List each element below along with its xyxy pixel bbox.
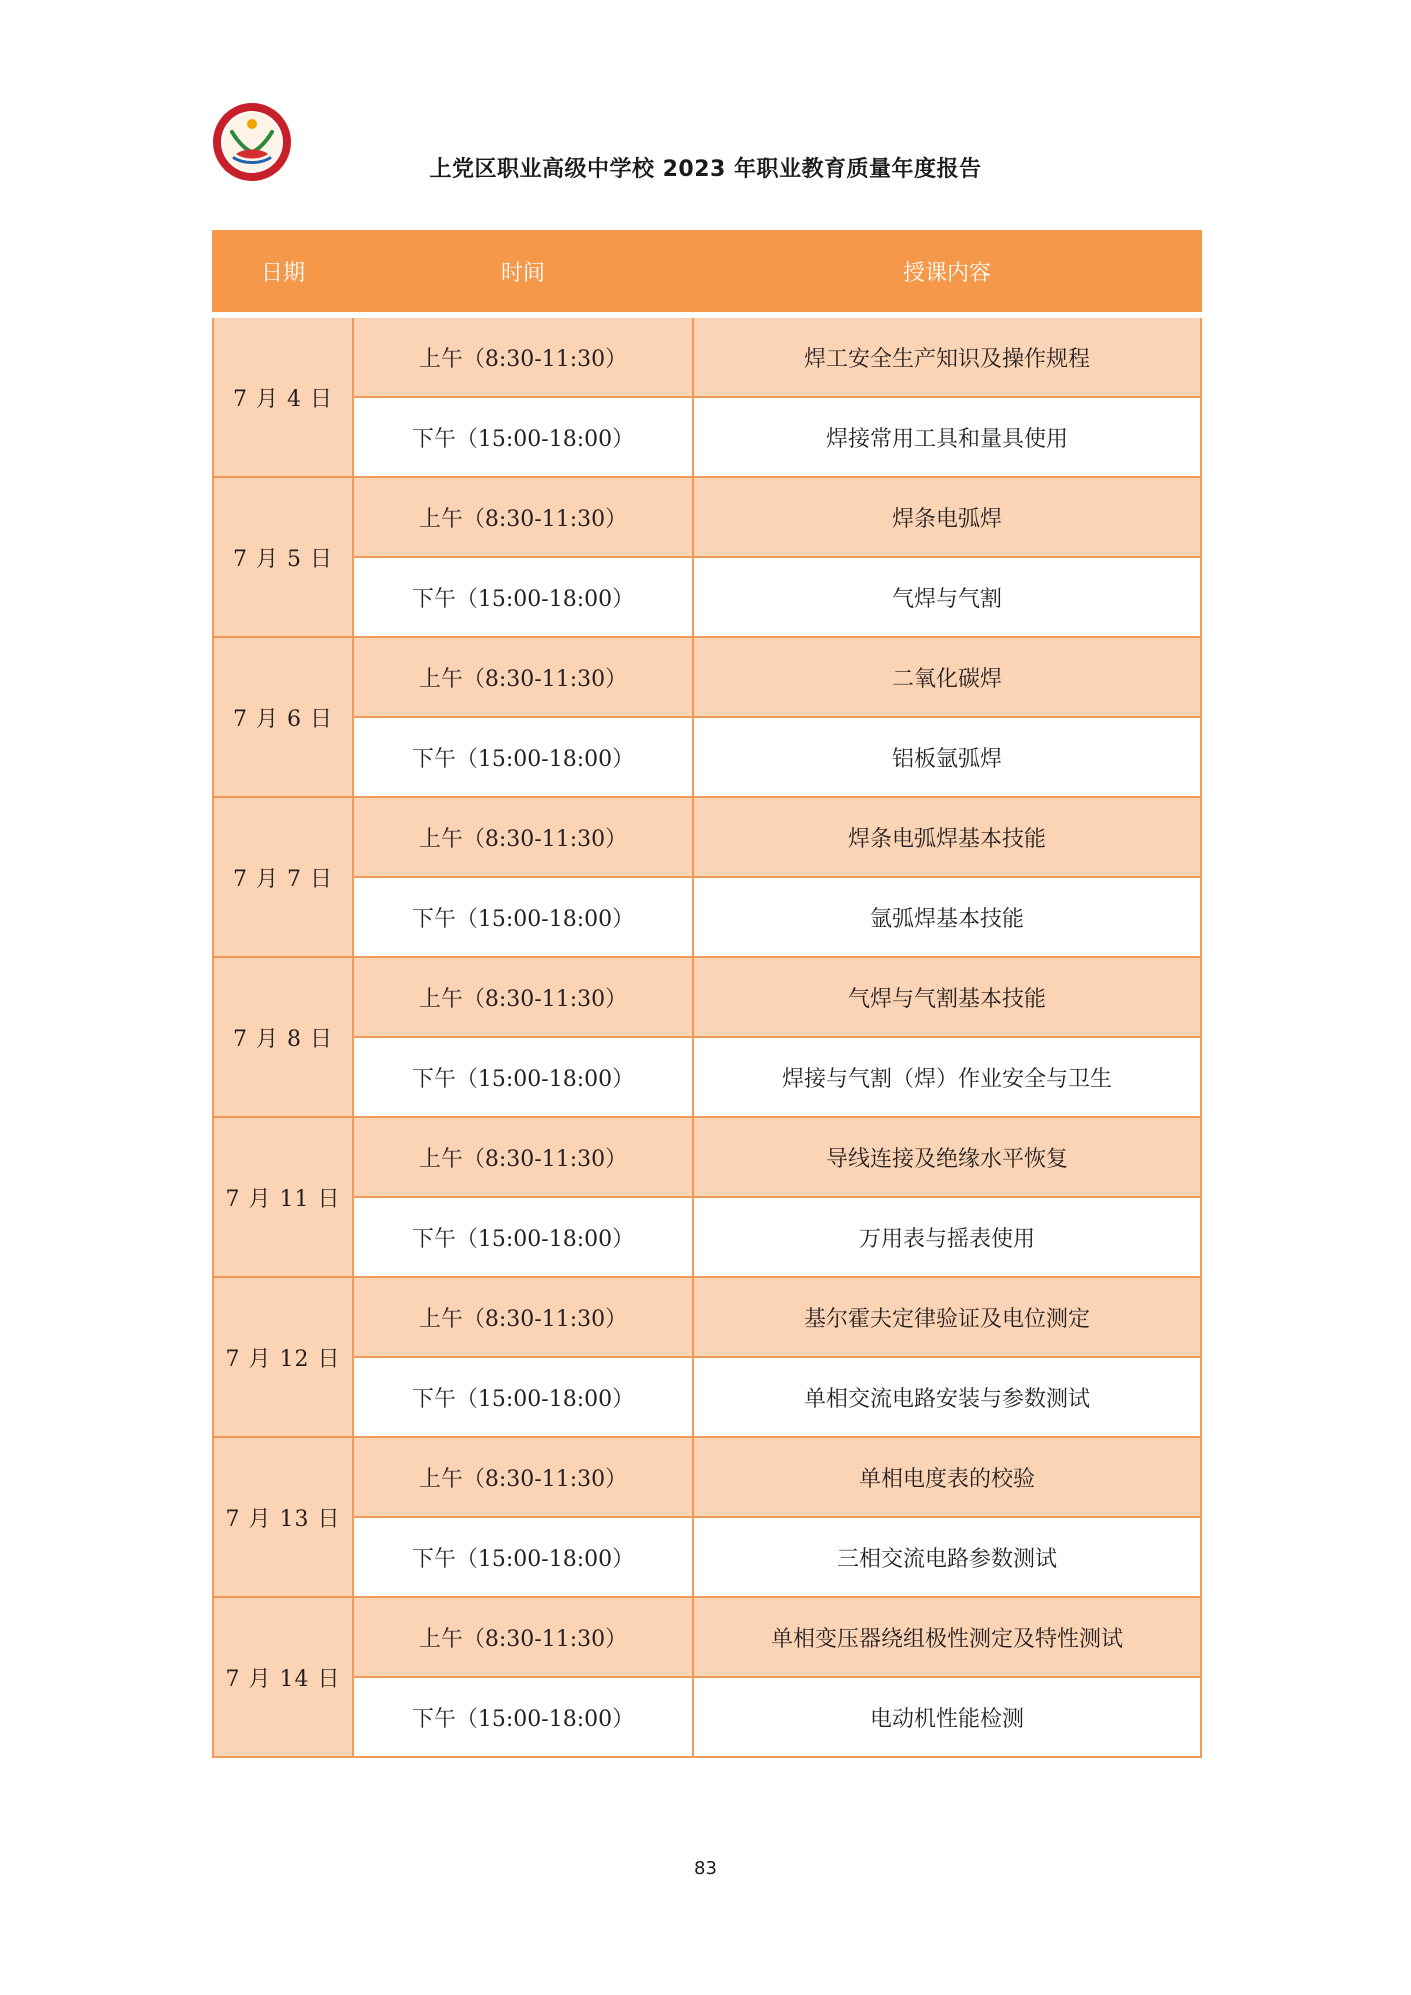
time-cell: 上午（8:30-11:30） [353,477,693,557]
content-cell: 焊条电弧焊 [693,477,1201,557]
content-cell: 三相交流电路参数测试 [693,1517,1201,1597]
time-cell: 下午（15:00-18:00） [353,1677,693,1757]
content-cell: 铝板氩弧焊 [693,717,1201,797]
table-row [213,877,1201,957]
training-schedule-table [212,230,1202,1758]
table-row [213,1117,1201,1197]
table-row [213,957,1201,1037]
table-row [213,1277,1201,1357]
column-header-time: 时间 [353,230,693,315]
time-cell: 上午（8:30-11:30） [353,1117,693,1197]
table-row [213,397,1201,477]
table-row [213,557,1201,637]
time-cell: 下午（15:00-18:00） [353,877,693,957]
content-cell: 电动机性能检测 [693,1677,1201,1757]
content-cell: 气焊与气割 [693,557,1201,637]
content-cell: 单相电度表的校验 [693,1437,1201,1517]
table-row [213,1597,1201,1677]
date-cell: 7 月 7 日 [213,797,353,957]
time-cell: 上午（8:30-11:30） [353,957,693,1037]
date-cell: 7 月 5 日 [213,477,353,637]
content-cell: 焊工安全生产知识及操作规程 [693,315,1201,397]
column-header-content: 授课内容 [693,230,1201,315]
time-cell: 下午（15:00-18:00） [353,1357,693,1437]
content-cell: 焊接与气割（焊）作业安全与卫生 [693,1037,1201,1117]
time-cell: 下午（15:00-18:00） [353,717,693,797]
content-cell: 基尔霍夫定律验证及电位测定 [693,1277,1201,1357]
table-header-row [213,230,1201,315]
table-row [213,1517,1201,1597]
time-cell: 上午（8:30-11:30） [353,1597,693,1677]
column-header-date: 日期 [213,230,353,315]
date-cell: 7 月 11 日 [213,1117,353,1277]
table-row [213,637,1201,717]
time-cell: 下午（15:00-18:00） [353,397,693,477]
time-cell: 上午（8:30-11:30） [353,1277,693,1357]
time-cell: 下午（15:00-18:00） [353,1197,693,1277]
content-cell: 焊条电弧焊基本技能 [693,797,1201,877]
content-cell: 气焊与气割基本技能 [693,957,1201,1037]
table-row [213,477,1201,557]
content-cell: 焊接常用工具和量具使用 [693,397,1201,477]
table-row [213,717,1201,797]
time-cell: 上午（8:30-11:30） [353,797,693,877]
content-cell: 单相交流电路安装与参数测试 [693,1357,1201,1437]
table-row [213,1677,1201,1757]
time-cell: 上午（8:30-11:30） [353,1437,693,1517]
time-cell: 下午（15:00-18:00） [353,1037,693,1117]
time-cell: 下午（15:00-18:00） [353,1517,693,1597]
date-cell: 7 月 13 日 [213,1437,353,1597]
date-cell: 7 月 6 日 [213,637,353,797]
page-number: 83 [694,1858,717,1879]
table-row [213,1037,1201,1117]
date-cell: 7 月 14 日 [213,1597,353,1757]
content-cell: 万用表与摇表使用 [693,1197,1201,1277]
table-row [213,1437,1201,1517]
content-cell: 导线连接及绝缘水平恢复 [693,1117,1201,1197]
table-row [213,1197,1201,1277]
date-cell: 7 月 12 日 [213,1277,353,1437]
content-cell: 二氧化碳焊 [693,637,1201,717]
time-cell: 上午（8:30-11:30） [353,637,693,717]
table-row [213,797,1201,877]
content-cell: 氩弧焊基本技能 [693,877,1201,957]
time-cell: 下午（15:00-18:00） [353,557,693,637]
content-cell: 单相变压器绕组极性测定及特性测试 [693,1597,1201,1677]
date-cell: 7 月 8 日 [213,957,353,1117]
table-row [213,315,1201,397]
table-row [213,1357,1201,1437]
page-title: 上党区职业高级中学校 2023 年职业教育质量年度报告 [429,157,982,182]
time-cell: 上午（8:30-11:30） [353,315,693,397]
date-cell: 7 月 4 日 [213,315,353,477]
